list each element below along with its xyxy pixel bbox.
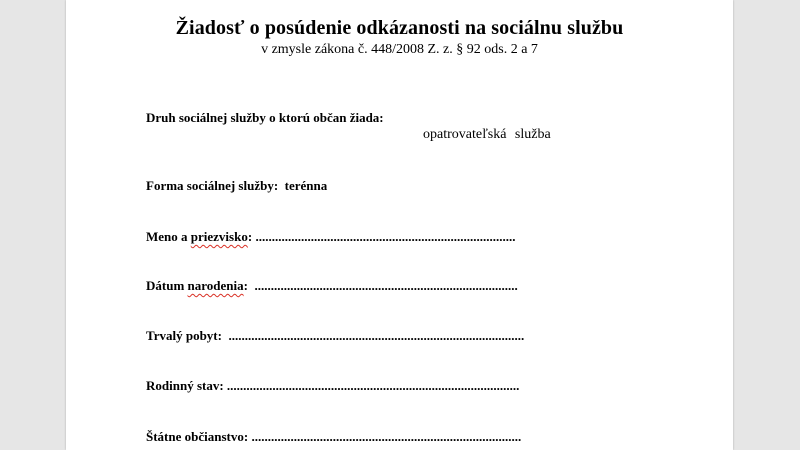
residence-label: Trvalý pobyt:: [146, 328, 222, 343]
document-title: Žiadosť o posúdenie odkázanosti na sociálnu službu: [175, 17, 624, 39]
service-form-row: [146, 178, 327, 194]
citizenship-field-row: [146, 429, 521, 445]
name-label-suffix: :: [247, 229, 253, 244]
citizenship-label: Štátne občianstvo:: [146, 429, 249, 444]
service-form-label: Forma sociálnej služby:: [146, 178, 279, 193]
name-fill-line[interactable]: ................................................................................: [255, 229, 516, 244]
name-field-row: [146, 229, 515, 245]
citizenship-fill-line[interactable]: ...................................................................................: [251, 429, 522, 444]
birth-label-suffix: :: [243, 278, 248, 293]
document-page: [66, 0, 733, 450]
service-form-value: terénna: [284, 178, 328, 193]
name-label-prefix: Meno a: [146, 229, 191, 244]
residence-fill-line[interactable]: ...........................................................................................: [228, 328, 525, 343]
residence-field-row: [146, 328, 524, 344]
birth-date-fill-line[interactable]: .................................................................................: [254, 278, 518, 293]
service-type-label: Druh sociálnej služby o ktorú občan žiada:: [146, 110, 384, 125]
name-label-word: priezvisko: [190, 229, 248, 244]
birth-label-prefix: Dátum: [146, 278, 188, 293]
service-type-value: opatrovateľská služba: [423, 127, 551, 142]
marital-status-field-row: [146, 378, 519, 394]
birth-date-field-row: [146, 278, 518, 294]
birth-label-word: narodenia: [187, 278, 244, 293]
marital-status-fill-line[interactable]: ..........................................................................................: [226, 378, 520, 393]
marital-status-label: Rodinný stav:: [146, 378, 224, 393]
document-subtitle: v zmysle zákona č. 448/2008 Z. z. § 92 ods. 2 a 7: [261, 42, 538, 57]
